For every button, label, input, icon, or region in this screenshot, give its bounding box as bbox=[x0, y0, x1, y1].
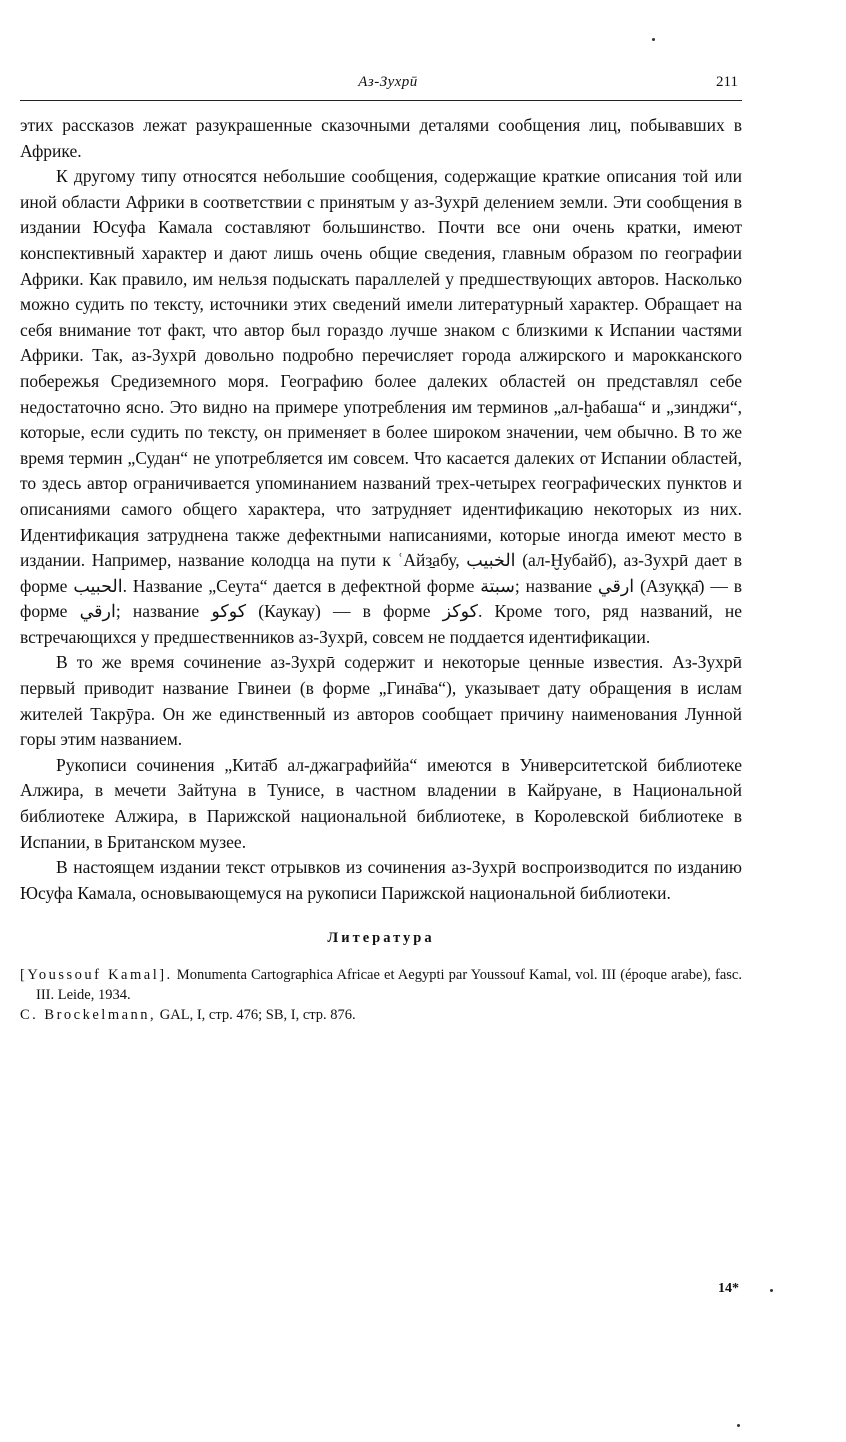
reference-author: C. Brockelmann, bbox=[20, 1007, 157, 1024]
book-page bbox=[20, 74, 742, 1025]
literature-heading: Литература bbox=[327, 930, 435, 947]
speck bbox=[737, 1424, 740, 1427]
references bbox=[20, 965, 742, 1025]
reference-item bbox=[20, 1005, 742, 1025]
reference-author: [Youssouf Kamal]. bbox=[20, 967, 173, 984]
reference-text: GAL, I, стр. 476; SB, I, стр. 876. bbox=[156, 1007, 356, 1024]
speck bbox=[652, 38, 655, 41]
reference-item bbox=[20, 965, 742, 1005]
running-head bbox=[20, 74, 742, 101]
paragraph: К другому типу относятся небольшие сообщения, содержащие краткие описания той или иной области Африки в соответствии с принятым у аз-Зухрӣ делением земли. Эти сообщения в издании Юсуфа Камала составляют большинство. Почти все они очень кратки, имеют конспективный характер и дают лишь очень общие сведения, главным образом по географии Африки. Как правило, им нельзя подыскать параллелей у предшествующих авторов. Насколько можно судить по тексту, источники этих сведений имели литературный характер. Обращает на себя внимание тот факт, что автор был гораздо лучше знаком с близкими к Испании частями Африки. Так, аз-Зухрӣ довольно подробно перечисляет города алжирского и марокканского побережья Средиземного моря. Географию более далеких областей он представлял себе недостаточно ясно. Это видно на примере употребления им терминов „ал-ḫабаша“ и „зинджи“, которые, если судить по тексту, он применяет в более широком значении, чем обычно. В то же время термин „Судан“ не употребляется им совсем. Что касается далеких от Испании областей, то здесь автор ограничивается упоминанием названий трех-четырех географических пунктов и описаниями самого общего характера, что затрудняет идентификацию некоторых из них. Идентификация затруднена также дефектными написаниями, которые иногда имеют место в издании. Например, название колодца на пути к ʿАйз̱абу, الخبيب (ал-Ḫубайб), аз-Зухрӣ дает в форме الحبيب. Название „Сеута“ дается в дефектной форме سبتة; название ارقي (Азуққа̄) — в форме ارقي; название كوكو (Каукау) — в форме كوكز. Кроме того, ряд названий, не встречающихся у предшественников аз-Зухрӣ, совсем не поддается идентификации. bbox=[20, 166, 743, 647]
paragraph: В настоящем издании текст отрывков из сочинения аз-Зухрӣ воспроизводится по изданию Юсуфа Камала, основывающемуся на рукописи Парижской национальной библиотеки. bbox=[20, 857, 742, 903]
running-head-title: Аз-Зухрӣ bbox=[358, 74, 418, 90]
paragraph: Рукописи сочинения „Кита̄б ал-джаграфиййа“ имеются в Университетской библиотеке Алжира, в мечети Зайтуна в Тунисе, в частном владении в Кайруане, в Национальной библиотеке Алжира, в Парижской национальной библиотеке, в Королевской библиотеке в Испании, в Британском музее. bbox=[20, 754, 742, 852]
paragraph: этих рассказов лежат разукрашенные сказочными деталями сообщения лиц, побывавших в Африке. bbox=[20, 115, 742, 161]
speck bbox=[770, 1289, 773, 1292]
body-text bbox=[20, 113, 742, 906]
signature-mark: 14* bbox=[718, 1281, 739, 1296]
page-number: 211 bbox=[716, 74, 738, 90]
paragraph: В то же время сочинение аз-Зухрӣ содержит и некоторые ценные известия. Аз-Зухрӣ первый приводит название Гвинеи (в форме „Гина̄ва“), указывает дату обращения в ислам жителей Такрӯра. Он же единственный из авторов сообщает причину наименования Лунной горы этим названием. bbox=[20, 652, 742, 750]
reference-text: Monumenta Cartographica Africae et Aegypti par Youssouf Kamal, vol. III (époque arabe), fasc. III. Leide, 1934. bbox=[36, 967, 742, 1004]
